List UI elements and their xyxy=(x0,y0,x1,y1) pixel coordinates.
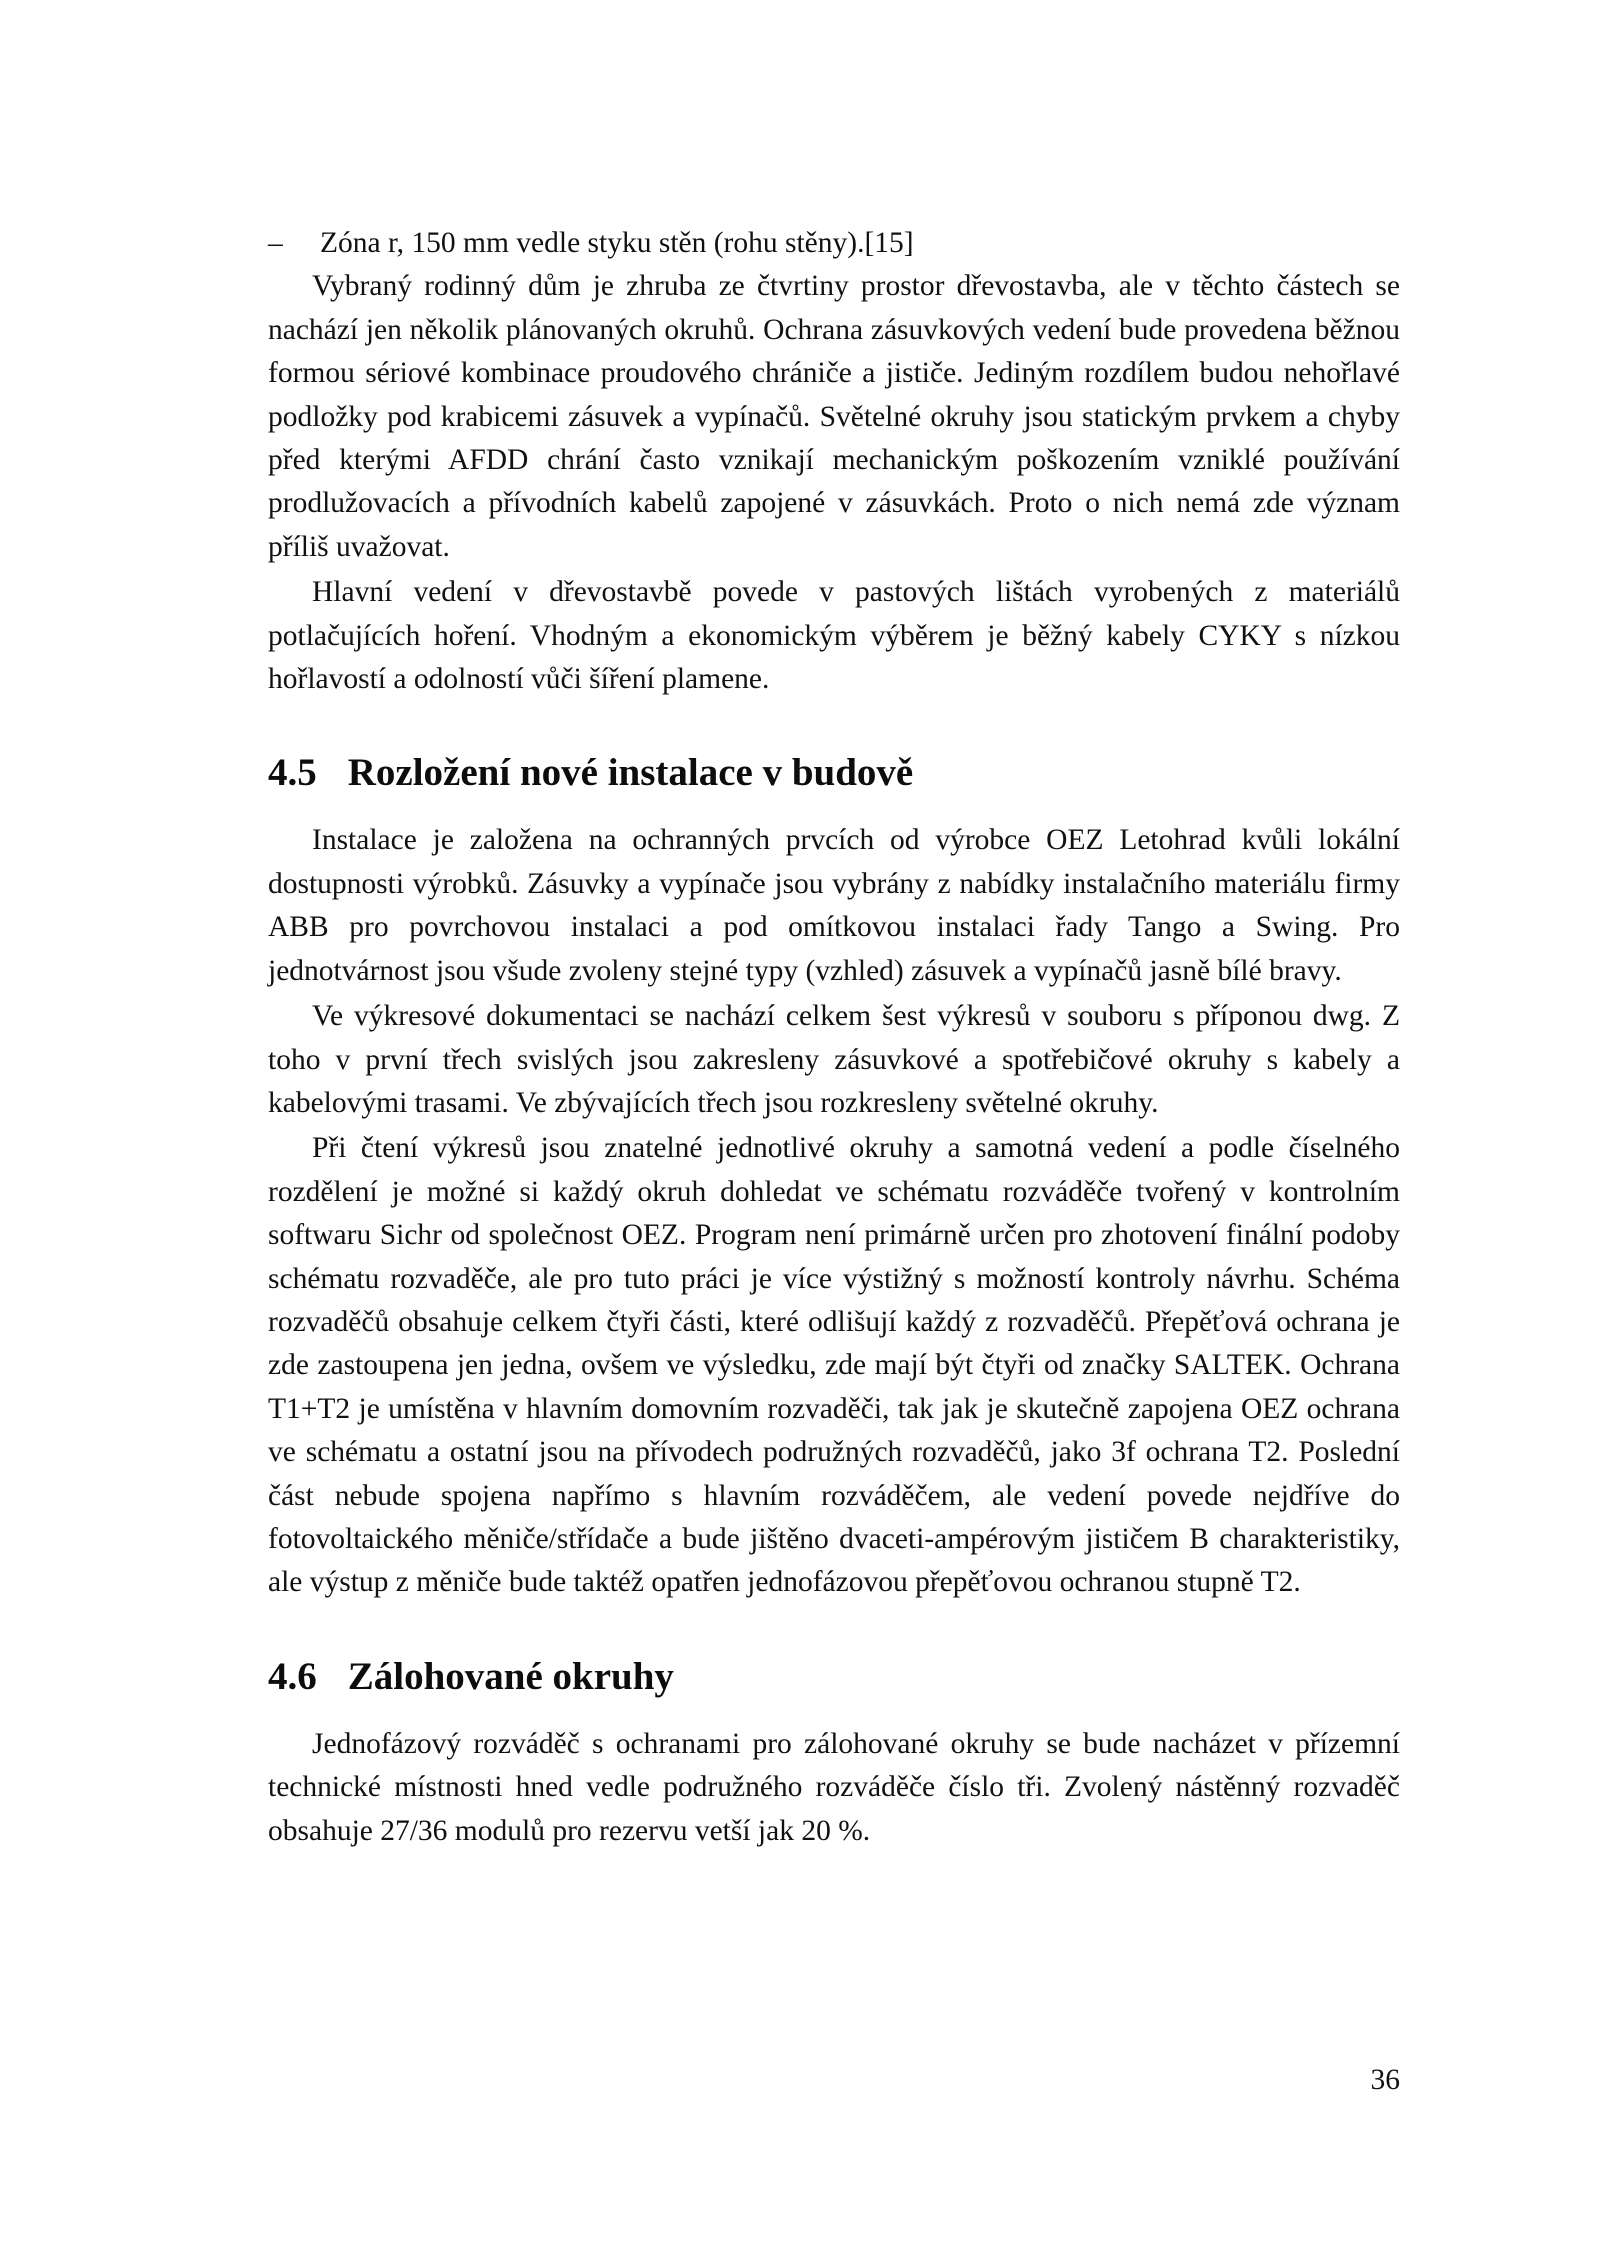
paragraph: Hlavní vedení v dřevostavbě povede v pastových lištách vyrobených z materiálů potlačujících hoření. Vhodným a ekonomickým výběrem je běžný kabely CYKY s nízkou hořlavostí a odolností vůči šíření plamene. xyxy=(268,576,1400,696)
section-title: Rozložení nové instalace v budově xyxy=(347,751,914,795)
section-heading-4-6 xyxy=(268,1653,1400,1701)
body-text xyxy=(268,222,1400,1855)
paragraph: Ve výkresové dokumentaci se nachází celkem šest výkresů v souboru s příponou dwg. Z toho v první třech svislých jsou zakresleny zásuvkové a spotřebičové okruhy s kabely a kabelovými trasami. Ve zbývajících třech jsou rozkresleny světelné okruhy. xyxy=(268,1000,1400,1119)
page-number: 36 xyxy=(1370,2064,1400,2096)
section-title: Zálohované okruhy xyxy=(347,1654,674,1698)
bullet-item-text: Zóna r, 150 mm vedle styku stěn (rohu stěny).[15] xyxy=(320,227,914,259)
section-number: 4.5 xyxy=(268,751,317,795)
bullet-list-item xyxy=(268,222,1400,265)
section-number: 4.6 xyxy=(268,1654,317,1698)
paragraph: Instalace je založena na ochranných prvcích od výrobce OEZ Letohrad kvůli lokální dostupnosti výrobků. Zásuvky a vypínače jsou vybrány z nabídky instalačního materiálu firmy ABB pro povrchovou instalaci a pod omítkovou instalaci řady Tango a Swing. Pro jednotvárnost jsou všude zvoleny stejné typy (vzhled) zásuvek a vypínačů jasně bílé bravy. xyxy=(268,824,1400,987)
paragraph: Jednofázový rozváděč s ochranami pro zálohované okruhy se bude nacházet v přízemní technické místnosti hned vedle podružného rozváděče číslo tři. Zvolený nástěnný rozvaděč obsahuje 27/36 modulů pro rezervu vetší jak 20 %. xyxy=(268,1727,1400,1847)
section-heading-4-5 xyxy=(268,749,1400,797)
paragraph: Vybraný rodinný dům je zhruba ze čtvrtiny prostor dřevostavba, ale v těchto částech se nachází jen několik plánovaných okruhů. Ochrana zásuvkových vedení bude provedena běžnou formou sériové kombinace proudového chrániče a jističe. Jediným rozdílem budou nehořlavé podložky pod krabicemi zásuvek a vypínačů. Světelné okruhy jsou statickým prvkem a chyby před kterými AFDD chrání často vznikají mechanickým poškozením vzniklé používání prodlužovacích a přívodních kabelů zapojené v zásuvkách. Proto o nich nemá zde význam příliš uvažovat. xyxy=(268,270,1400,563)
dash-bullet-marker: – xyxy=(268,227,283,259)
paragraph: Při čtení výkresů jsou znatelné jednotlivé okruhy a samotná vedení a podle číselného rozdělení je možné si každý okruh dohledat ve schématu rozváděče tvořený v kontrolním softwaru Sichr od společnost OEZ. Program není primárně určen pro zhotovení finální podoby schématu rozvaděče, ale pro tuto práci je více výstižný s možností kontroly návrhu. Schéma rozvaděčů obsahuje celkem čtyři části, které odlišují každý z rozvaděčů. Přepěťová ochrana je zde zastoupena jen jedna, ovšem ve výsledku, zde mají být čtyři od značky SALTEK. Ochrana T1+T2 je umístěna v hlavním domovním rozvaděči, tak jak je skutečně zapojena OEZ ochrana ve schématu a ostatní jsou na přívodech podružných rozvaděčů, jako 3f ochrana T2. Poslední část nebude spojena napřímo s hlavním rozváděčem, ale vedení povede nejdříve do fotovoltaického měniče/střídače a bude jištěno dvaceti-ampérovým jističem B charakteristiky, ale výstup z měniče bude taktéž opatřen jednofázovou přepěťovou ochranou stupně T2. xyxy=(268,1132,1400,1599)
